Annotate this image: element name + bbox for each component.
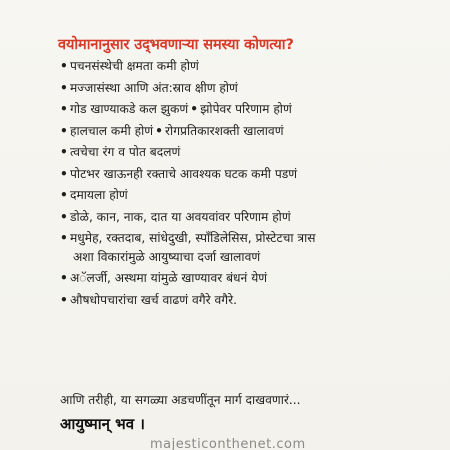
list-item-text: पोटभर खाऊनही रक्ताचे आवश्यक घटक कमी पडणं	[70, 166, 298, 181]
problem-list	[60, 56, 440, 311]
list-item	[60, 207, 440, 229]
list-item-text: त्वचेचा रंग व पोत बदलणं	[70, 145, 181, 159]
list-item	[60, 164, 440, 186]
list-item-text: हालचाल कमी होणं	[70, 123, 154, 138]
list-item	[60, 99, 440, 121]
list-item-text: मधुमेह, रक्तदाब, सांधेदुखी, स्पाँडिलेसिस, प्रोस्टेटचा त्रास	[70, 231, 316, 245]
list-item-text: औषधोपचारांचा खर्च वाढणं वगैरे वगैरे.	[70, 292, 237, 307]
bullet-icon: •	[60, 188, 68, 202]
bullet-icon: •	[60, 59, 68, 73]
list-item-text: अॅलर्जी, अस्थमा यांमुळे खाण्यावर बंधनं येणं	[70, 271, 268, 285]
list-item	[60, 142, 440, 164]
bullet-icon: •	[60, 209, 68, 224]
list-item-text: डोळे, कान, नाक, दात या अवयवांवर परिणाम होणं	[70, 209, 291, 224]
bullet-icon: •	[60, 271, 68, 285]
list-item	[60, 290, 440, 312]
bullet-icon: •	[60, 292, 68, 307]
bullet-icon: •	[60, 80, 68, 95]
list-item	[60, 121, 440, 143]
list-item	[60, 56, 440, 78]
list-item	[60, 228, 440, 268]
bullet-icon: •	[190, 102, 199, 116]
watermark-text: majesticonthenet.com	[150, 437, 306, 450]
bullet-icon: •	[60, 123, 68, 138]
list-item-continuation: अशा विकारांमुळे आयुष्याचा दर्जा खालावणं	[73, 249, 261, 264]
list-item	[60, 78, 440, 100]
bullet-icon: •	[60, 102, 68, 116]
list-item	[60, 185, 440, 207]
blessing-line: आयुष्मान् भव ।	[60, 415, 145, 433]
bullet-icon: •	[155, 123, 163, 138]
section-heading: वयोमानानुसार उद्‌भवणाऱ्या समस्या कोणत्या?	[58, 37, 294, 53]
list-item-text: पचनसंस्थेची क्षमता कमी होणं	[70, 59, 199, 73]
list-item-text: गोड खाण्याकडे कल झुकणं	[70, 102, 189, 116]
list-item-extra-text: रोगप्रतिकारशक्ती खालावणं	[165, 123, 284, 138]
list-item-text: दमायला होणं	[70, 188, 128, 202]
bullet-icon: •	[60, 231, 68, 245]
list-item-extra-text: झोपेवर परिणाम होणं	[200, 102, 292, 116]
closing-line: आणि तरीही, या सगळ्या अडचणींतून मार्ग दाखवणारं...	[60, 393, 301, 407]
list-item	[60, 268, 440, 290]
list-item-text: मज्जासंस्था आणि अंत:स्राव क्षीण होणं	[70, 80, 238, 95]
bullet-icon: •	[60, 145, 68, 159]
bullet-icon: •	[60, 166, 68, 181]
